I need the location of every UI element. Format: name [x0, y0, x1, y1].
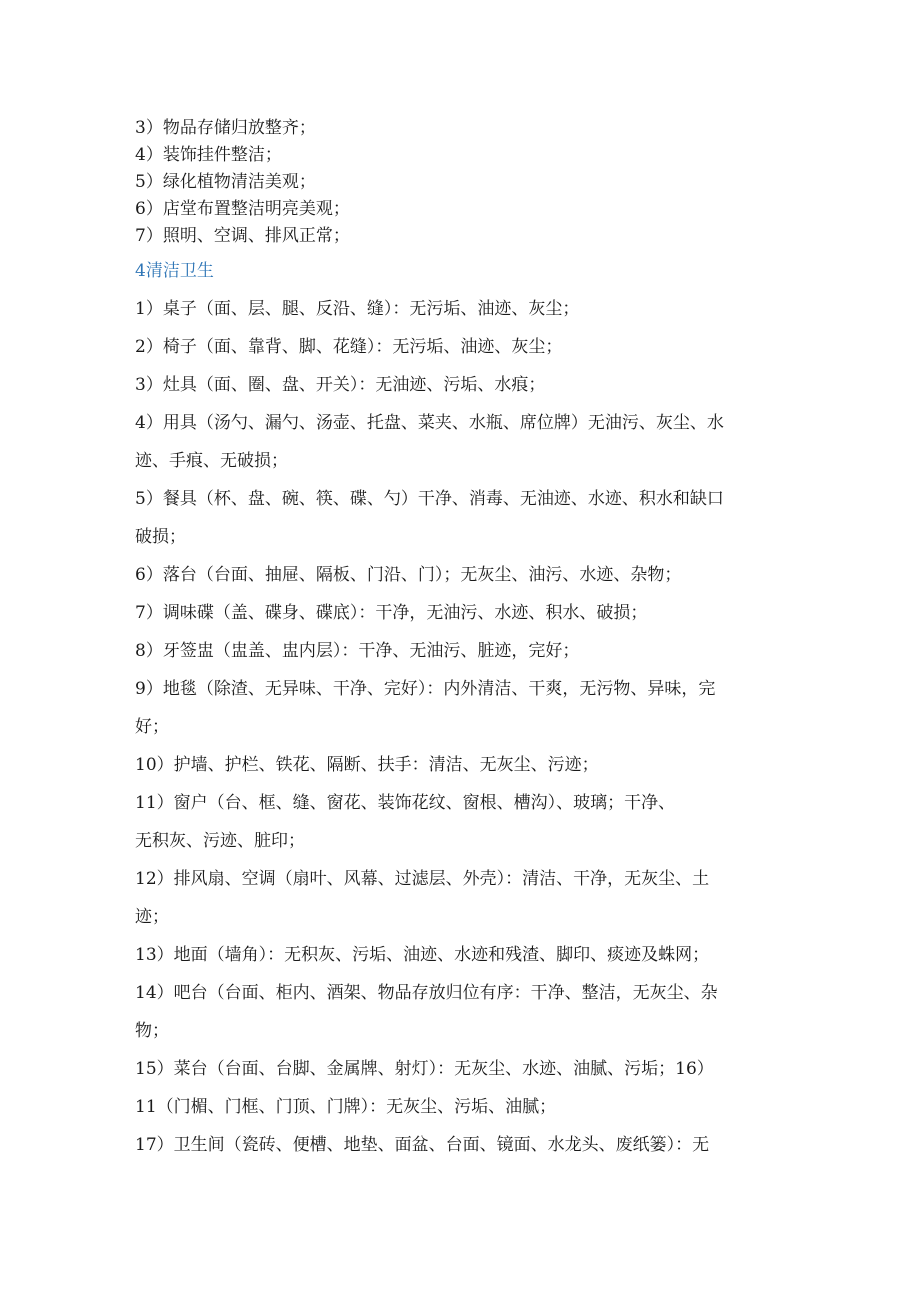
body-line: 17）卫生间（瓷砖、便槽、地垫、面盆、台面、镜面、水龙头、废纸篓）：无 [135, 1135, 710, 1155]
list-item: 5）绿化植物清洁美观； [135, 172, 316, 192]
body-line: 5）餐具（杯、盘、碗、筷、碟、勺）干净、消毒、无油迹、水迹、积水和缺口 [135, 489, 724, 509]
body-line: 1）桌子（面、层、腿、反沿、缝）：无污垢、油迹、灰尘； [135, 299, 580, 319]
body-line: 13）地面（墙角）：无积灰、污垢、油迹、水迹和残渣、脚印、痰迹及蛛网； [135, 945, 710, 965]
list-item: 7）照明、空调、排风正常； [135, 226, 350, 246]
body-line: 3）灶具（面、圈、盘、开关）：无油迹、污垢、水痕； [135, 375, 546, 395]
section-heading: 4清洁卫生 [135, 261, 214, 281]
body-line: 迹； [135, 907, 169, 927]
body-line: 12）排风扇、空调（扇叶、风幕、过滤层、外壳）：清洁、干净，无灰尘、土 [135, 869, 710, 889]
body-line: 物； [135, 1021, 169, 1041]
body-line: 9）地毯（除渣、无异味、干净、完好）：内外清洁、干爽，无污物、异味，完 [135, 679, 716, 699]
body-line: 迹、手痕、无破损； [135, 451, 288, 471]
list-item: 3）物品存储归放整齐； [135, 118, 316, 138]
body-line: 8）牙签盅（盅盖、盅内层）：干净、无油污、脏迹，完好； [135, 641, 580, 661]
body-line: 好； [135, 717, 169, 737]
body-line: 11（门楣、门框、门顶、门牌）：无灰尘、污垢、油腻； [135, 1097, 557, 1117]
list-item: 6）店堂布置整洁明亮美观； [135, 199, 350, 219]
body-line: 15）菜台（台面、台脚、金属牌、射灯）：无灰尘、水迹、油腻、污垢；16） [135, 1059, 714, 1079]
body-line: 11）窗户（台、框、缝、窗花、装饰花纹、窗根、槽沟）、玻璃；干净、 [135, 793, 676, 813]
body-line: 无积灰、污迹、脏印； [135, 831, 305, 851]
body-line: 2）椅子（面、靠背、脚、花缝）：无污垢、油迹、灰尘； [135, 337, 563, 357]
body-line: 10）护墙、护栏、铁花、隔断、扶手：清洁、无灰尘、污迹； [135, 755, 599, 775]
body-line: 破损； [135, 527, 186, 547]
body-line: 7）调味碟（盖、碟身、碟底）：干净，无油污、水迹、积水、破损； [135, 603, 648, 623]
body-line: 4）用具（汤勺、漏勺、汤壶、托盘、菜夹、水瓶、席位牌）无油污、灰尘、水 [135, 413, 724, 433]
body-line: 6）落台（台面、抽屉、隔板、门沿、门）；无灰尘、油污、水迹、杂物； [135, 565, 682, 585]
list-item: 4）装饰挂件整洁； [135, 145, 282, 165]
body-line: 14）吧台（台面、柜内、酒架、物品存放归位有序：干净、整洁，无灰尘、杂 [135, 983, 718, 1003]
